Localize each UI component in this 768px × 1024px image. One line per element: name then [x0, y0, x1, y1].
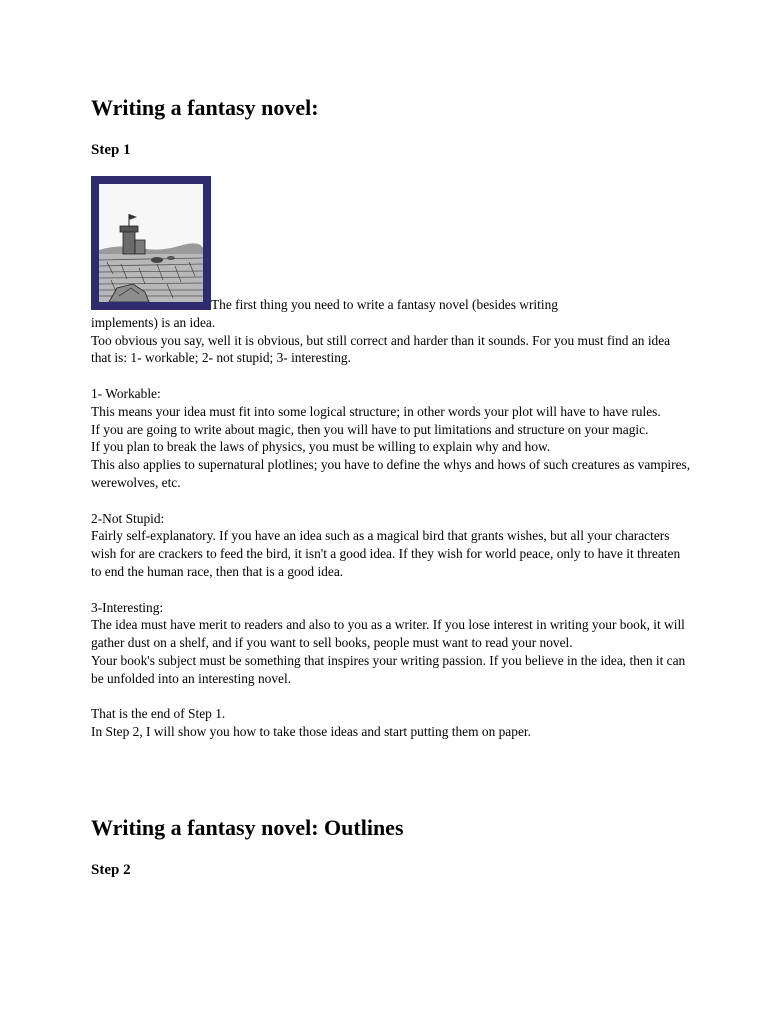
workable-line: If you plan to break the laws of physics, you must be willing to explain why and how.	[91, 439, 551, 455]
closing-line: In Step 2, I will show you how to take those ideas and start putting them on paper.	[91, 724, 531, 740]
section1-title: Writing a fantasy novel:	[91, 95, 319, 120]
intro-line-1: The first thing you need to write a fantasy novel (besides writing	[211, 297, 558, 312]
castle-landscape-illustration	[91, 176, 211, 310]
workable-line: If you are going to write about magic, then you will have to put limitations and structure on your magic.	[91, 421, 649, 437]
section1-body	[91, 296, 691, 741]
workable-line: This also applies to supernatural plotlines; you have to define the whys and hows of such creatures as vampires, werewolves, etc.	[91, 457, 691, 490]
closing-line: That is the end of Step 1.	[91, 706, 226, 722]
intro-line-2: implements) is an idea.	[91, 314, 216, 330]
not-stupid-line: Fairly self-explanatory. If you have an idea such as a magical bird that grants wishes, but all your characters wish for are crackers to feed the bird, it isn't a good idea. If they wish for world peace, only to have it threaten to end the human race, then that is a good idea.	[91, 528, 681, 579]
workable-heading: 1- Workable:	[91, 385, 161, 401]
interesting-line: The idea must have merit to readers and also to you as a writer. If you lose interest in writing your book, it will gather dust on a shelf, and if you want to sell books, people must want to read your novel.	[91, 617, 685, 651]
intro-paragraph: Too obvious you say, well it is obvious, but still correct and harder than it sounds. For you must find an idea that is: 1- workable; 2- not stupid; 3- interesting.	[91, 332, 671, 366]
workable-line: This means your idea must fit into some logical structure; in other words your plot will have to have rules.	[91, 403, 661, 419]
not-stupid-heading: 2-Not Stupid:	[91, 510, 165, 526]
section1-step-heading: Step 1	[91, 142, 131, 158]
section2-title: Writing a fantasy novel: Outlines	[91, 815, 404, 840]
interesting-line: Your book's subject must be something that inspires your writing passion. If you believe in the idea, then it can be unfolded into an interesting novel.	[91, 652, 686, 686]
interesting-heading: 3-Interesting:	[91, 599, 164, 615]
section2-step-heading: Step 2	[91, 862, 131, 878]
